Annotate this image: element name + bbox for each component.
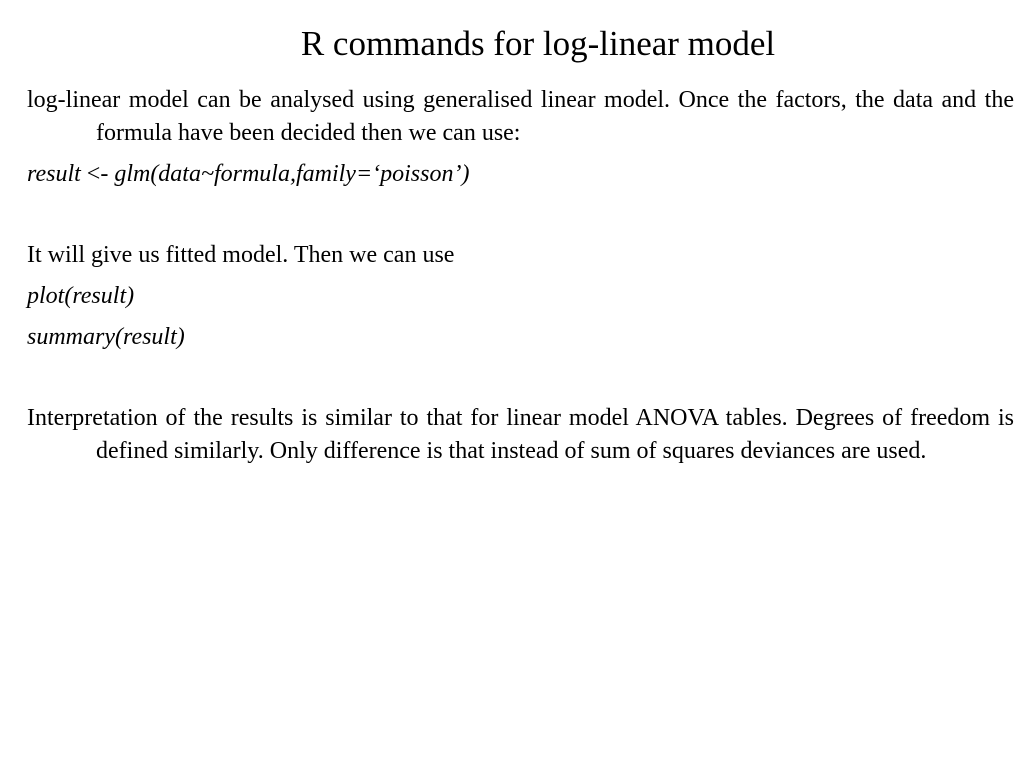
slide-body xyxy=(27,84,1014,468)
spacer xyxy=(27,272,1014,280)
interpretation-paragraph: Interpretation of the results is similar to that for linear model ANOVA tables. Degrees of freedom is defined similarly. Only difference is that instead of sum of squares deviances are used. xyxy=(27,405,1014,464)
spacer xyxy=(27,150,1014,158)
glm-command-line xyxy=(27,158,1014,191)
spacer xyxy=(27,313,1014,321)
code-result-variable: result xyxy=(27,161,81,187)
code-glm-call: glm(data~formula,family=‘poisson’) xyxy=(114,161,470,187)
slide-title: R commands for log-linear model xyxy=(300,24,776,63)
fitted-model-paragraph: It will give us fitted model. Then we can use xyxy=(27,242,455,268)
title-area xyxy=(0,0,1024,80)
code-summary-line: summary(result) xyxy=(27,324,185,350)
code-assign-operator: <- xyxy=(80,161,115,187)
spacer xyxy=(27,354,1014,402)
spacer xyxy=(27,191,1014,239)
intro-paragraph: log-linear model can be analysed using generalised linear model. Once the factors, the data and the formula have been decided then we can use: xyxy=(27,87,1014,146)
code-plot-line: plot(result) xyxy=(27,283,135,309)
